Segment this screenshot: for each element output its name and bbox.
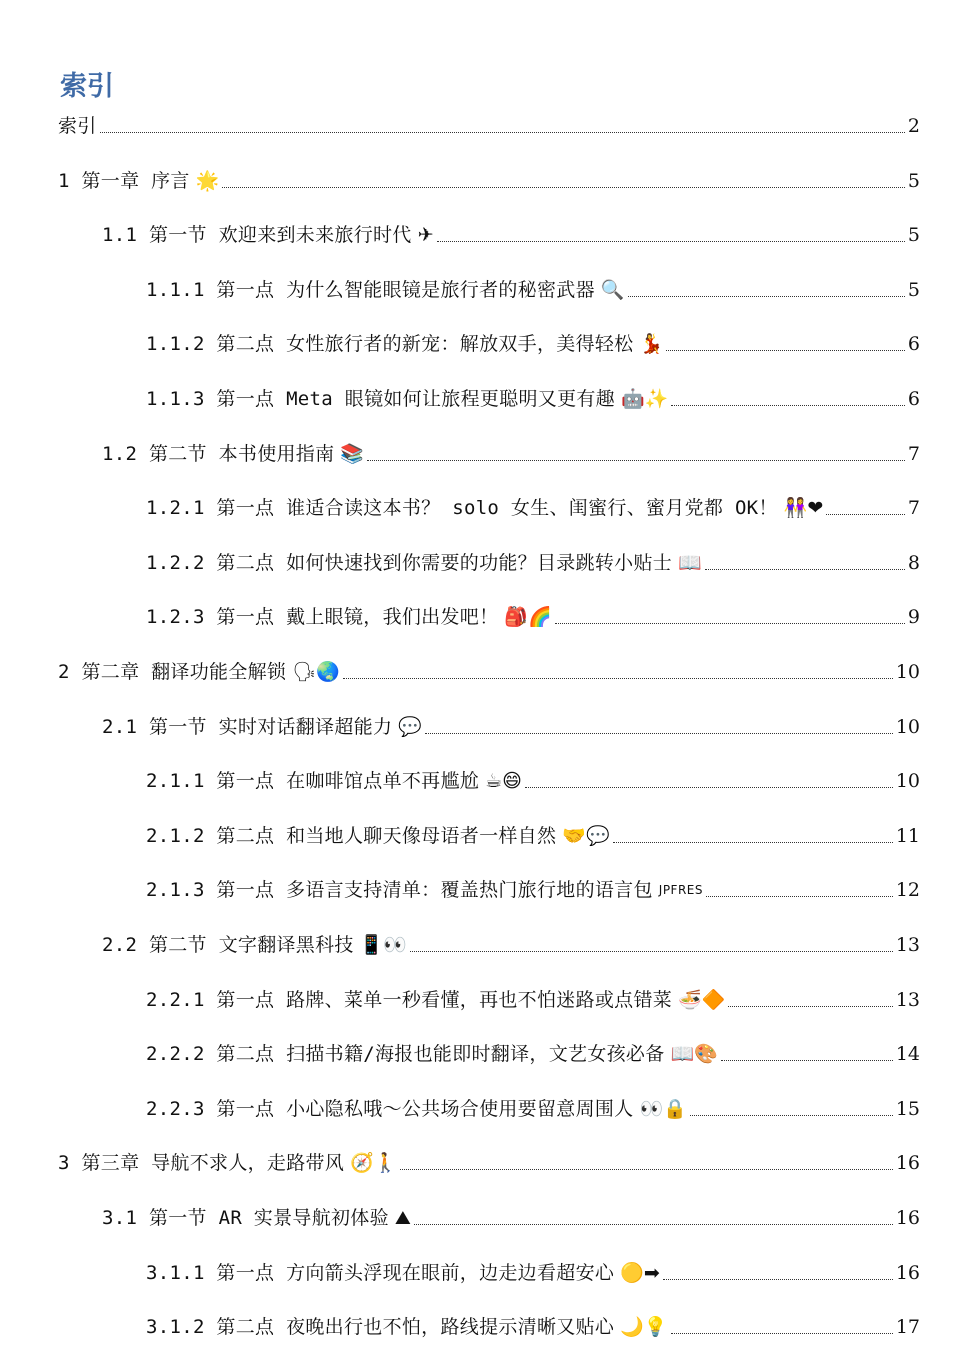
toc-entry-title: 2.2.3 第一点 小心隐私哦～公共场合使用要留意周围人 [146, 1098, 634, 1120]
dot-leader [437, 241, 905, 242]
toc-entry-title: 2.2 第二节 文字翻译黑科技 [102, 934, 354, 956]
toc-entry-emoji-icon: 🔍 [600, 279, 625, 301]
toc-entry-emoji-icon: 💬 [398, 716, 422, 738]
toc-entry[interactable] [58, 1145, 920, 1175]
toc-entry-title: 2.1 第一节 实时对话翻译超能力 [102, 716, 393, 738]
dot-leader [100, 132, 905, 133]
dot-leader [410, 951, 893, 952]
toc-entry[interactable] [102, 927, 920, 957]
toc-entry-page-number: 5 [907, 170, 920, 192]
toc-heading: 索引 [60, 71, 114, 102]
toc-entry-page-number: 13 [895, 989, 920, 1011]
toc-entry-title: 3.1.2 第二点 夜晚出行也不怕，路线提示清晰又贴心 [146, 1316, 615, 1338]
toc-entry[interactable] [146, 1091, 920, 1121]
toc-entry[interactable] [146, 872, 920, 902]
dot-leader [555, 623, 905, 624]
dot-leader [690, 1115, 893, 1116]
toc-entry-emoji-icon: 📖 [678, 552, 702, 574]
dot-leader [706, 896, 893, 897]
toc-entry-page-number: 11 [895, 825, 920, 847]
toc-entry[interactable] [146, 1309, 920, 1339]
toc-entry[interactable] [146, 490, 920, 520]
toc-entry-emoji-icon: 🎒🌈 [504, 606, 552, 628]
dot-leader [425, 733, 893, 734]
toc-entry-page-number: 16 [895, 1262, 920, 1284]
toc-entry-title: 3.1 第一节 AR 实景导航初体验 [102, 1207, 389, 1229]
toc-entry-emoji-icon: 🤖✨ [620, 388, 669, 410]
toc-entry-emoji-icon: ⛰ [394, 1207, 411, 1229]
toc-entry-title: 3.1.1 第一点 方向箭头浮现在眼前，边走边看超安心 [146, 1262, 615, 1284]
toc-entry-page-number: 9 [907, 606, 920, 628]
dot-leader [826, 514, 905, 515]
toc-entry[interactable] [102, 217, 920, 247]
toc-entry-title: 2.1.3 第一点 多语言支持清单：覆盖热门旅行地的语言包 [146, 879, 653, 901]
toc-entry[interactable] [102, 709, 920, 739]
toc-entry-emoji-icon: ☕😄 [485, 770, 522, 792]
toc-entry-title: 1.2.3 第一点 戴上眼镜，我们出发吧！ [146, 606, 499, 628]
toc-entry[interactable] [146, 982, 920, 1012]
toc-entry-emoji-icon: 🟡➡ [620, 1262, 660, 1284]
toc-entry-emoji-icon: 🧭🚶 [350, 1152, 398, 1174]
toc-entry-title: 1.1.3 第一点 Meta 眼镜如何让旅程更聪明又更有趣 [146, 388, 615, 410]
dot-leader [705, 569, 905, 570]
toc-entry[interactable] [102, 436, 920, 466]
toc-entry-title: 2 第二章 翻译功能全解锁 [58, 661, 287, 683]
toc-entry[interactable] [146, 272, 920, 302]
toc-entry-page-number: 2 [907, 115, 920, 137]
toc-entry-emoji-icon: 💃 [639, 333, 664, 355]
toc-entry-emoji-icon: 🌟 [195, 170, 220, 192]
toc-entry-title: 1.1.2 第二点 女性旅行者的新宠：解放双手，美得轻松 [146, 333, 634, 355]
toc-entry[interactable] [102, 1200, 920, 1230]
toc-entry-page-number: 7 [907, 497, 920, 519]
dot-leader [663, 1279, 893, 1280]
toc-entry-emoji-icon: 🗣🌏 [292, 661, 340, 683]
toc-entry[interactable] [146, 326, 920, 356]
toc-entry-title: 1.1.1 第一点 为什么智能眼镜是旅行者的秘密武器 [146, 279, 595, 301]
toc-entry-title: 2.2.1 第一点 路牌、菜单一秒看懂，再也不怕迷路或点错菜 [146, 989, 673, 1011]
toc-entry-title: 2.1.2 第二点 和当地人聊天像母语者一样自然 [146, 825, 557, 847]
toc-entry-title: 1.1 第一节 欢迎来到未来旅行时代 [102, 224, 412, 246]
toc-entry[interactable] [58, 654, 920, 684]
toc-entry-page-number: 15 [895, 1098, 920, 1120]
toc-entry-emoji-icon: 🌙💡 [620, 1316, 668, 1338]
toc-entry-emoji-icon: 👀🔒 [639, 1098, 687, 1120]
toc-entry[interactable] [58, 108, 920, 138]
toc-entry-page-number: 10 [895, 661, 920, 683]
toc-entry-emoji-icon: 🍜🔶 [678, 989, 726, 1011]
toc-entry-page-number: 6 [907, 333, 920, 355]
toc-entry-page-number: 14 [895, 1043, 920, 1065]
toc-entry[interactable] [146, 599, 920, 629]
toc-entry-emoji-icon: 👭❤ [783, 497, 824, 519]
dot-leader [525, 787, 893, 788]
toc-entry-page-number: 6 [907, 388, 920, 410]
toc-entry[interactable] [146, 1036, 920, 1066]
dot-leader [671, 405, 905, 406]
dot-leader [666, 350, 905, 351]
toc-entry[interactable] [146, 763, 920, 793]
dot-leader [414, 1224, 893, 1225]
toc-entry-page-number: 10 [895, 716, 920, 738]
toc-entry-title: 1.2.1 第一点 谁适合读这本书？ solo 女生、闺蜜行、蜜月党都 OK！ [146, 497, 778, 519]
toc-entry-page-number: 5 [907, 279, 920, 301]
toc-entry-title: 3 第三章 导航不求人，走路带风 [58, 1152, 345, 1174]
toc-entry-page-number: 8 [907, 552, 920, 574]
toc-entry-page-number: 7 [907, 443, 920, 465]
dot-leader [367, 460, 905, 461]
toc-entry-page-number: 10 [895, 770, 920, 792]
toc-entry-emoji-icon: 🤝💬 [562, 825, 610, 847]
toc-entry-page-number: 17 [895, 1316, 920, 1338]
toc-entry-page-number: 16 [895, 1207, 920, 1229]
dot-leader [721, 1060, 893, 1061]
toc-entry-page-number: 13 [895, 934, 920, 956]
dot-leader [222, 187, 905, 188]
toc-entry[interactable] [146, 818, 920, 848]
toc-entry-page-number: 16 [895, 1152, 920, 1174]
toc-entry-title: 2.2.2 第二点 扫描书籍/海报也能即时翻译，文艺女孩必备 [146, 1043, 665, 1065]
toc-entry-title: 1.2 第二节 本书使用指南 [102, 443, 335, 465]
dot-leader [628, 296, 905, 297]
toc-entry-emoji-icon: JPFRES [658, 883, 703, 897]
dot-leader [613, 842, 893, 843]
toc-entry-emoji-icon: ✈ [417, 224, 434, 246]
toc-entry-page-number: 5 [907, 224, 920, 246]
dot-leader [400, 1169, 892, 1170]
toc-entry-title: 1 第一章 序言 [58, 170, 190, 192]
dot-leader [671, 1333, 893, 1334]
toc-entry-emoji-icon: 📖🎨 [670, 1043, 718, 1065]
toc-entry-emoji-icon: 📚 [340, 443, 365, 465]
dot-leader [343, 678, 893, 679]
toc-entry[interactable] [58, 163, 920, 193]
toc-entry-emoji-icon: 📱👀 [359, 934, 408, 956]
toc-entry[interactable] [146, 381, 920, 411]
toc-entry-title: 索引 [58, 115, 97, 137]
toc-entry-title: 2.1.1 第一点 在咖啡馆点单不再尴尬 [146, 770, 480, 792]
toc-entry[interactable] [146, 1255, 920, 1285]
toc-entry-title: 1.2.2 第二点 如何快速找到你需要的功能？目录跳转小贴士 [146, 552, 673, 574]
toc-entry-page-number: 12 [895, 879, 920, 901]
dot-leader [728, 1006, 892, 1007]
toc-entry[interactable] [146, 545, 920, 575]
